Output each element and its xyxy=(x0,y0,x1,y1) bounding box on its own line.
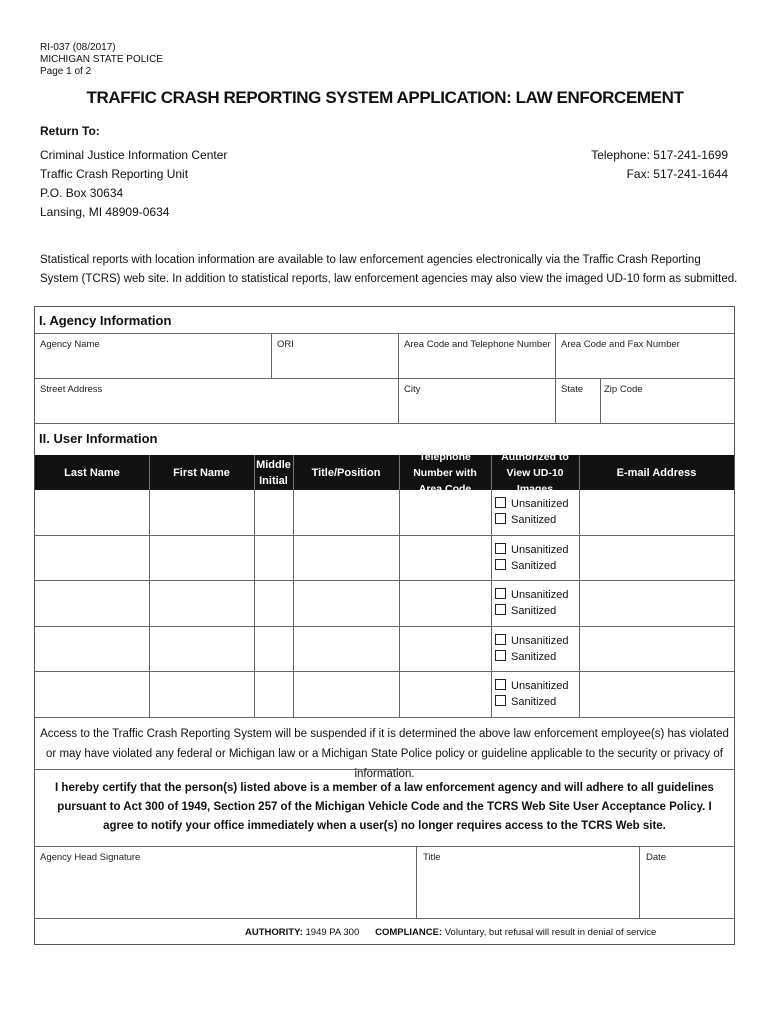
compliance-value: Voluntary, but refusal will result in denial of service xyxy=(444,927,657,938)
state-field[interactable]: State xyxy=(561,384,584,395)
fax-field[interactable]: Area Code and Fax Number xyxy=(561,339,680,350)
checkbox-icon xyxy=(495,513,506,524)
checkbox-icon xyxy=(495,695,506,706)
agency-name-field[interactable]: Agency Name xyxy=(40,339,100,350)
signature-date-field[interactable]: Date xyxy=(646,852,667,863)
contact-numbers xyxy=(591,146,728,184)
sanitized-checkbox[interactable]: Sanitized xyxy=(495,603,568,619)
page-title: TRAFFIC CRASH REPORTING SYSTEM APPLICATION: LAW ENFORCEMENT xyxy=(86,88,684,107)
section-agency-heading: I. Agency Information xyxy=(39,313,172,328)
certification-statement: I hereby certify that the person(s) listed above is a member of a law enforcement agency and will adhere to all guidelines pursuant to Act 300 of 1949, Section 257 of the Michigan Vehicle Code and the TCRS Web Site User Acceptance Policy. I agree to notify your office immediately when a user(s) no longer requires access to the TCRS Web site. xyxy=(55,782,714,832)
telephone-number: Telephone: 517-241-1699 xyxy=(591,148,728,162)
compliance-label: COMPLIANCE: xyxy=(375,927,443,938)
divider xyxy=(35,423,734,424)
col-last-name: Last Name xyxy=(64,466,120,479)
col-first-name: First Name xyxy=(173,466,230,479)
user-table-header xyxy=(35,450,734,495)
unsanitized-checkbox[interactable]: Unsanitized xyxy=(495,587,568,603)
address-line: P.O. Box 30634 xyxy=(40,186,124,200)
street-address-field[interactable]: Street Address xyxy=(40,384,103,395)
address-line: Criminal Justice Information Center xyxy=(40,148,228,162)
divider xyxy=(35,378,734,379)
address-line: Traffic Crash Reporting Unit xyxy=(40,167,189,181)
form-number: RI-037 (08/2017) xyxy=(40,42,116,53)
col-telephone: Telephone Number with Area Code xyxy=(413,450,477,495)
fax-number: Fax: 517-241-1644 xyxy=(626,167,728,181)
return-address xyxy=(40,146,227,222)
unsanitized-checkbox[interactable]: Unsanitized xyxy=(495,542,568,558)
application-form xyxy=(34,306,735,945)
col-email: E-mail Address xyxy=(616,466,697,479)
form-header xyxy=(40,42,163,78)
authority-value: 1949 PA 300 xyxy=(305,927,360,938)
ori-field[interactable]: ORI xyxy=(277,339,294,350)
col-authorized: Authorized to View UD-10 Images xyxy=(501,450,569,495)
checkbox-icon xyxy=(495,497,506,508)
signature-title-field[interactable]: Title xyxy=(423,852,441,863)
checkbox-icon xyxy=(495,634,506,645)
sanitized-checkbox[interactable]: Sanitized xyxy=(495,649,568,665)
sanitized-checkbox[interactable]: Sanitized xyxy=(495,512,568,528)
city-field[interactable]: City xyxy=(404,384,421,395)
agency-head-signature-field[interactable]: Agency Head Signature xyxy=(40,852,141,863)
divider xyxy=(271,333,272,378)
col-title-position: Title/Position xyxy=(311,466,381,479)
authority-label: AUTHORITY: xyxy=(245,927,303,938)
unsanitized-checkbox[interactable]: Unsanitized xyxy=(495,496,568,512)
table-row xyxy=(495,587,568,619)
table-row xyxy=(495,633,568,665)
checkbox-icon xyxy=(495,604,506,615)
col-middle-initial: Middle Initial xyxy=(256,458,291,487)
intro-paragraph: Statistical reports with location information are available to law enforcement agencies electronically via the Traffic Crash Reporting System (TCRS) web site. In addition to statistical reports, law enforcement agencies may also view the imaged UD-10 form as submitted. xyxy=(40,254,738,285)
checkbox-icon xyxy=(495,679,506,690)
checkbox-icon xyxy=(495,543,506,554)
table-row xyxy=(495,496,568,528)
section-user-heading: II. User Information xyxy=(39,431,158,446)
checkbox-icon xyxy=(495,559,506,570)
unsanitized-checkbox[interactable]: Unsanitized xyxy=(495,633,568,649)
page-indicator: Page 1 of 2 xyxy=(40,66,92,77)
telephone-field[interactable]: Area Code and Telephone Number xyxy=(404,339,551,350)
sanitized-checkbox[interactable]: Sanitized xyxy=(495,694,568,710)
authority-footer xyxy=(245,927,656,938)
checkbox-icon xyxy=(495,650,506,661)
address-line: Lansing, MI 48909-0634 xyxy=(40,205,170,219)
table-row xyxy=(495,678,568,710)
return-to-label: Return To: xyxy=(40,124,100,138)
unsanitized-checkbox[interactable]: Unsanitized xyxy=(495,678,568,694)
zip-code-field[interactable]: Zip Code xyxy=(604,384,643,395)
suspension-notice: Access to the Traffic Crash Reporting System will be suspended if it is determined the above law enforcement employee(s) has violated or may have violated any federal or Michigan law or a Michigan State Police policy or guideline applicable to the security or privacy of information. xyxy=(40,728,729,780)
table-row xyxy=(495,542,568,574)
divider xyxy=(600,378,601,423)
checkbox-icon xyxy=(495,588,506,599)
agency-name-header: MICHIGAN STATE POLICE xyxy=(40,54,163,65)
sanitized-checkbox[interactable]: Sanitized xyxy=(495,558,568,574)
divider xyxy=(35,333,734,334)
